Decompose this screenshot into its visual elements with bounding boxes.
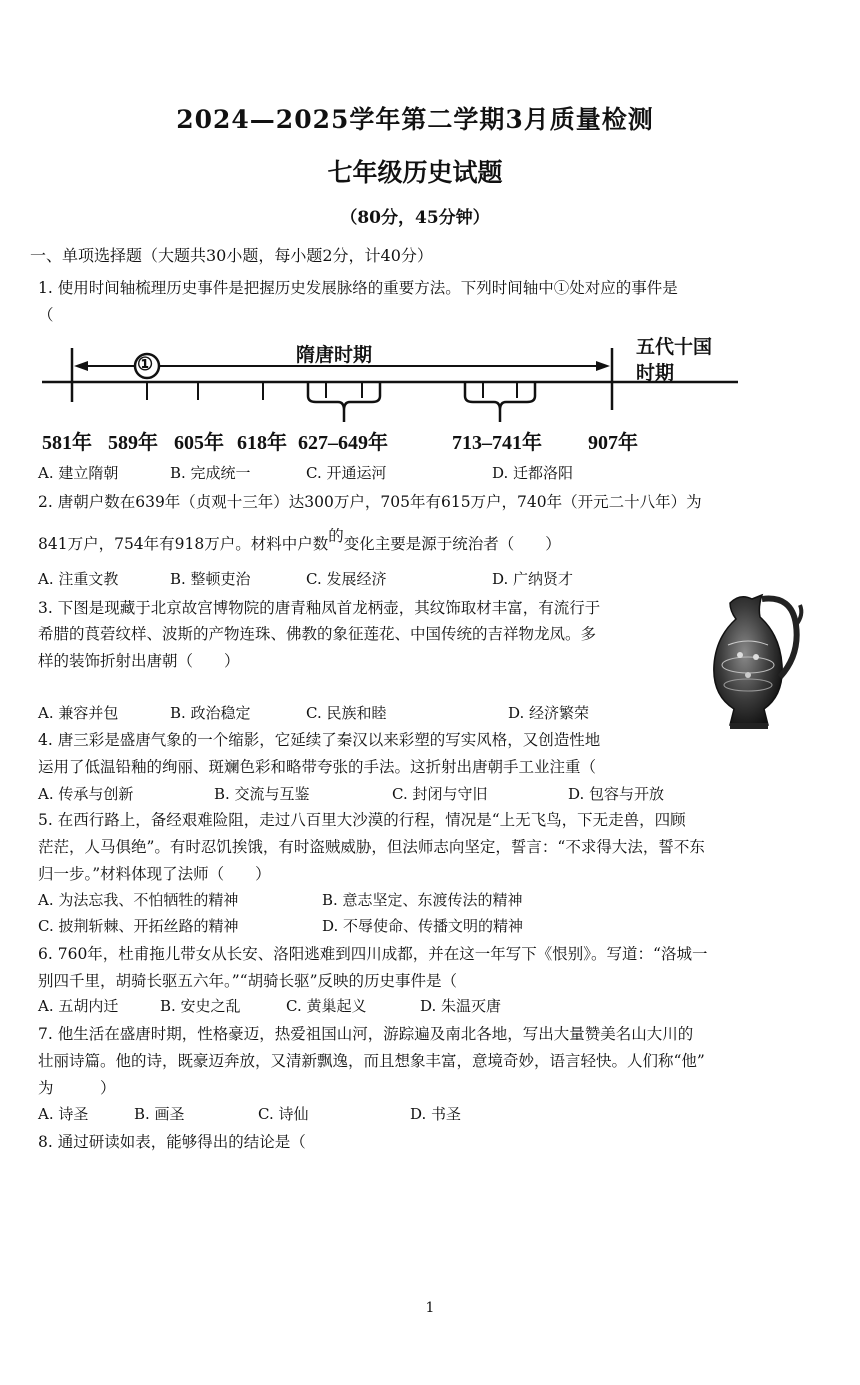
question-3-line-2: 希腊的莨菪纹样、波斯的产物连珠、佛教的象征莲花、中国传统的吉祥物龙凤。多 <box>38 625 597 643</box>
question-1-text: 1. 使用时间轴梳理历史事件是把握历史发展脉络的重要方法。下列时间轴中①处对应的事件是 <box>38 279 678 297</box>
q6-option-c[interactable]: C. 黄巢起义 <box>286 997 367 1015</box>
question-3-line-1: 3. 下图是现藏于北京故宫博物院的唐青釉凤首龙柄壶，其纹饰取材丰富，有流行于 <box>38 599 601 617</box>
question-5-line-3: 归一步。”材料体现了法师（ ） <box>38 865 271 883</box>
question-4-line-2: 运用了低温铅釉的绚丽、斑斓色彩和略带夸张的手法。这折射出唐朝手工业注重（ <box>38 758 597 776</box>
q1-option-c[interactable]: C. 开通运河 <box>306 464 387 482</box>
q2-option-c[interactable]: C. 发展经济 <box>306 570 387 588</box>
q3-option-b[interactable]: B. 政治稳定 <box>170 704 251 722</box>
question-1-paren: （ <box>38 306 54 324</box>
q5-option-b[interactable]: B. 意志坚定、东渡传法的精神 <box>322 891 523 909</box>
timeline-year: 589年 <box>108 432 158 454</box>
page-number: 1 <box>425 1300 435 1316</box>
q6-option-b[interactable]: B. 安史之乱 <box>160 997 241 1015</box>
q5-option-c[interactable]: C. 披荆斩棘、开拓丝路的精神 <box>38 917 239 935</box>
q4-option-d[interactable]: D. 包容与开放 <box>568 785 665 803</box>
question-5-line-1: 5. 在西行路上，备经艰难险阻，走过八百里大沙漠的行程，情况是“上无飞鸟，下无走兽，四顾 <box>38 811 686 829</box>
arrow-right-head <box>596 361 610 371</box>
q1-option-d[interactable]: D. 迁都洛阳 <box>492 464 574 482</box>
q7-option-a[interactable]: A. 诗圣 <box>38 1105 89 1123</box>
score-time: （80分，45分钟） <box>340 208 490 228</box>
question-7-line-3: 为 ） <box>38 1079 116 1097</box>
timeline-year: 713–741年 <box>452 432 542 454</box>
q2-option-a[interactable]: A. 注重文教 <box>38 570 119 588</box>
q2-option-d[interactable]: D. 广纳贤才 <box>492 570 574 588</box>
q1-option-a[interactable]: A. 建立隋朝 <box>38 464 119 482</box>
question-3-line-3: 样的装饰折射出唐朝（ ） <box>38 652 240 670</box>
q5-option-d[interactable]: D. 不辱使命、传播文明的精神 <box>322 917 524 935</box>
exam-subtitle: 七年级历史试题 <box>327 158 503 187</box>
q6-option-d[interactable]: D. 朱温灭唐 <box>420 997 502 1015</box>
timeline-period-label: 隋唐时期 <box>296 344 373 366</box>
section-heading: 一、单项选择题（大题共30小题，每小题2分，计40分） <box>30 246 433 265</box>
celadon-ewer-image <box>700 585 810 749</box>
exam-title: 2024—2025学年第二学期3月质量检测 <box>176 105 654 134</box>
q7-option-b[interactable]: B. 画圣 <box>134 1105 185 1123</box>
timeline-figure <box>0 330 860 455</box>
timeline-marker-1: ① <box>137 354 154 375</box>
question-6-line-1: 6. 760年，杜甫拖儿带女从长安、洛阳逃难到四川成都，并在这一年写下《恨别》。写道：“洛城一 <box>38 945 708 963</box>
q3-option-c[interactable]: C. 民族和睦 <box>306 704 387 722</box>
q4-option-b[interactable]: B. 交流与互鉴 <box>214 785 310 803</box>
q6-option-a[interactable]: A. 五胡内迁 <box>38 997 119 1015</box>
question-7-line-2: 壮丽诗篇。他的诗，既豪迈奔放，又清新飘逸，而且想象丰富，意境奇妙，语言轻快。人们称“他” <box>38 1052 705 1070</box>
question-5-line-2: 茫茫，人马俱绝”。有时忍饥挨饿，有时盗贼威胁，但法师志向坚定，誓言：“不求得大法，誓不东 <box>38 838 705 856</box>
timeline-year: 581年 <box>42 432 92 454</box>
q1-option-b[interactable]: B. 完成统一 <box>170 464 251 482</box>
brace-713-741 <box>465 382 535 422</box>
q7-option-c[interactable]: C. 诗仙 <box>258 1105 309 1123</box>
q3-option-a[interactable]: A. 兼容并包 <box>38 704 119 722</box>
question-8-line-1: 8. 通过研读如表，能够得出的结论是（ <box>38 1133 306 1151</box>
timeline-next-period-1: 五代十国 <box>636 336 713 358</box>
timeline-year: 907年 <box>588 432 638 454</box>
q2-option-b[interactable]: B. 整顿吏治 <box>170 570 251 588</box>
question-2-line-2: 841万户，754年有918万户。材料中户数的变化主要是源于统治者（ ） <box>38 527 561 553</box>
q4-option-c[interactable]: C. 封闭与守旧 <box>392 785 488 803</box>
question-2-line-1: 2. 唐朝户数在639年（贞观十三年）达300万户，705年有615万户，740年（开元二十八年）为 <box>38 493 702 511</box>
timeline-year: 627–649年 <box>298 432 388 454</box>
question-4-line-1: 4. 唐三彩是盛唐气象的一个缩影，它延续了秦汉以来彩塑的写实风格，又创造性地 <box>38 731 601 749</box>
brace-627-649 <box>308 382 380 422</box>
q7-option-d[interactable]: D. 书圣 <box>410 1105 462 1123</box>
arrow-left-head <box>74 361 88 371</box>
timeline-year: 618年 <box>237 432 287 454</box>
question-6-line-2: 别四千里，胡骑长驱五六年。”“胡骑长驱”反映的历史事件是（ <box>38 972 458 990</box>
timeline-year: 605年 <box>174 432 224 454</box>
q3-option-d[interactable]: D. 经济繁荣 <box>508 704 590 722</box>
timeline-next-period-2: 时期 <box>636 362 675 384</box>
question-7-line-1: 7. 他生活在盛唐时期，性格豪迈，热爱祖国山河，游踪遍及南北各地，写出大量赞美名山大川的 <box>38 1025 694 1043</box>
q4-option-a[interactable]: A. 传承与创新 <box>38 785 134 803</box>
q5-option-a[interactable]: A. 为法忘我、不怕牺牲的精神 <box>38 891 239 909</box>
